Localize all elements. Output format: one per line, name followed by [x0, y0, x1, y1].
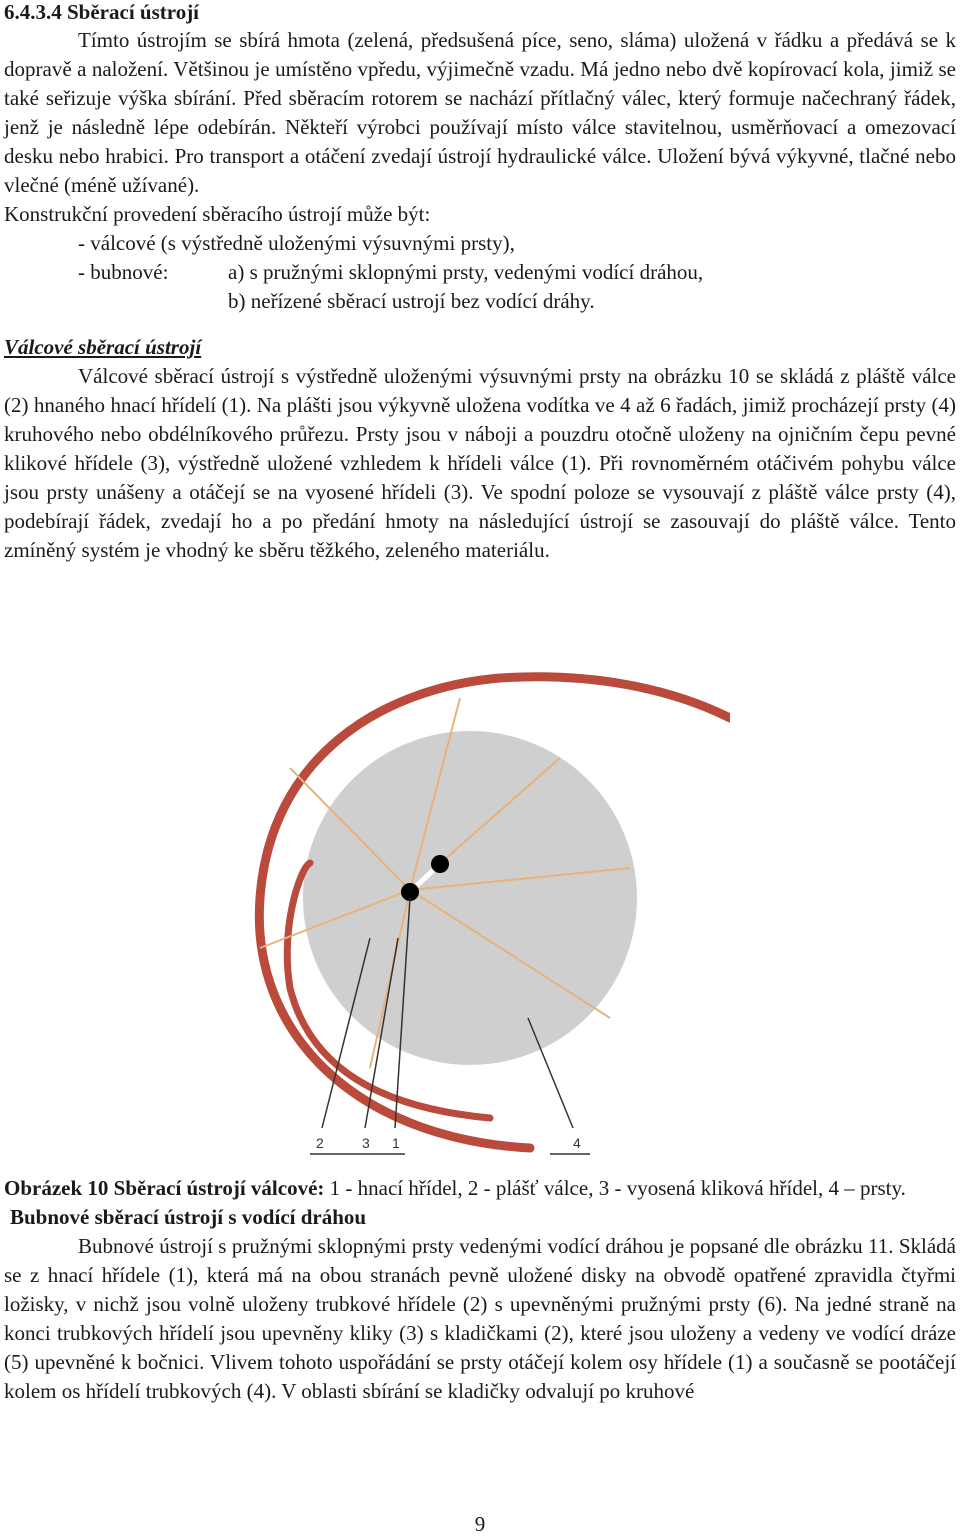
list-item-2b-text: b) neřízené sběrací ustrojí bez vodící dráhy.: [228, 289, 595, 313]
figure-cylinder-pickup: [230, 648, 730, 1162]
figure-drawing: [230, 648, 730, 1162]
section1-paragraph: Válcové sběrací ústrojí s výstředně uloženými výsuvnými prsty na obrázku 10 se skládá z pláště válce (2) hnaného hnací hřídelí (1). Na plášti jsou výkyvně uložena vodítka ve 4 až 6 řadách, jimiž procházejí prsty (4) kruhového nebo obdélníkového průřezu. Prsty jsou v náboji a pouzdru otočně uloženy na ojničním čepu pevné klikové hřídele (3), výstředně uložené vzhledem k hřídeli válce (1). Při rovnoměrném otáčivém pohybu válce jsou prsty unášeny a otáčejí se na vyosené hřídeli (3). Ve spodní poloze se vysouvají z pláště válce prsty (4), podebírají řádek, zvedají ho a po předání hmoty na následující ústrojí se zasouvají do pláště válce. Tento zmíněný systém je vhodný ke sběru těžkého, zeleného materiálu.: [4, 364, 956, 562]
section2-paragraph: Bubnové ústrojí s pružnými sklopnými prsty vedenými vodící dráhou je popsané dle obrázku 11. Skládá se z hnací hřídele (1), která má na obou stranách pevně uložené disky na obvodě opatřené zpravidla čtyřmi ložisky, v nichž jsou volně uloženy trubkové hřídele (2) s upevněnými pružnými prsty (6). Na jedné straně na konci trubkových hřídelí jsou upevněny kliky (3) s kladičkami (2), které jsou uloženy a vedeny ve vodící dráze (5) upevněné k bočnici. Vlivem tohoto uspořádání se prsty otáčejí kolem osy hřídele (1) a současně se pootáčejí kolem os hřídelí trubkových (4). V oblasti sbírání se kladičky odvalují po kruhové: [4, 1234, 956, 1403]
list-item-cylinder: [4, 229, 956, 258]
list-item-1-text: - válcové (s výstředně uloženými výsuvnými prsty),: [78, 231, 515, 255]
caption-text: 1 - hnací hřídel, 2 - plášť válce, 3 - vyosená kliková hřídel, 4 – prsty.: [324, 1176, 906, 1200]
drum-shell: [300, 728, 640, 1068]
caption-bold: Obrázek 10 Sběrací ústrojí válcové:: [4, 1176, 325, 1200]
section-heading: 6.4.3.4 Sběrací ústrojí: [4, 0, 200, 24]
list-item-2-label: - bubnové:: [78, 260, 169, 284]
figure-label-4: 4: [573, 1135, 581, 1151]
list-item-2a-text: a) s pružnými sklopnými prsty, vedenými vodící dráhou,: [228, 260, 704, 284]
lower-page-section: [4, 1174, 956, 1406]
list-item-drum-b: [4, 287, 956, 316]
document-page: [4, 0, 956, 565]
section1-title: Válcové sběrací ústrojí: [4, 335, 202, 359]
section2-title: Bubnové sběrací ústrojí s vodící dráhou: [10, 1205, 367, 1229]
figure-label-2: 2: [316, 1135, 324, 1151]
intro-paragraph: Tímto ústrojím se sbírá hmota (zelená, předsušená píce, seno, sláma) uložená v řádku a předává se k dopravě a naložení. Většinou je umístěno vpředu, výjimečně vzadu. Má jedno nebo dvě kopírovací kola, jimiž se také seřizuje výška sbírání. Před sběracím rotorem se nachází přítlačný válec, který formuje načechraný řádek, jenž je následně lépe odebírán. Někteří výrobci používají místo válce stavitelnou, usměrňovací a omezovací desku nebo hrabici. Pro transport a otáčení zvedají ústrojí hydraulické válce. Uložení bývá výkyvné, tlačné nebo vlečné (méně užívané).: [4, 28, 956, 197]
figure-caption: [4, 1174, 956, 1203]
construction-intro: Konstrukční provedení sběracího ústrojí může být:: [4, 202, 431, 226]
figure-label-1: 1: [392, 1135, 400, 1151]
page-number: 9: [474, 1512, 486, 1536]
list-item-drum: [4, 258, 956, 287]
figure-label-3: 3: [362, 1135, 370, 1151]
crank-shaft: [431, 855, 449, 873]
